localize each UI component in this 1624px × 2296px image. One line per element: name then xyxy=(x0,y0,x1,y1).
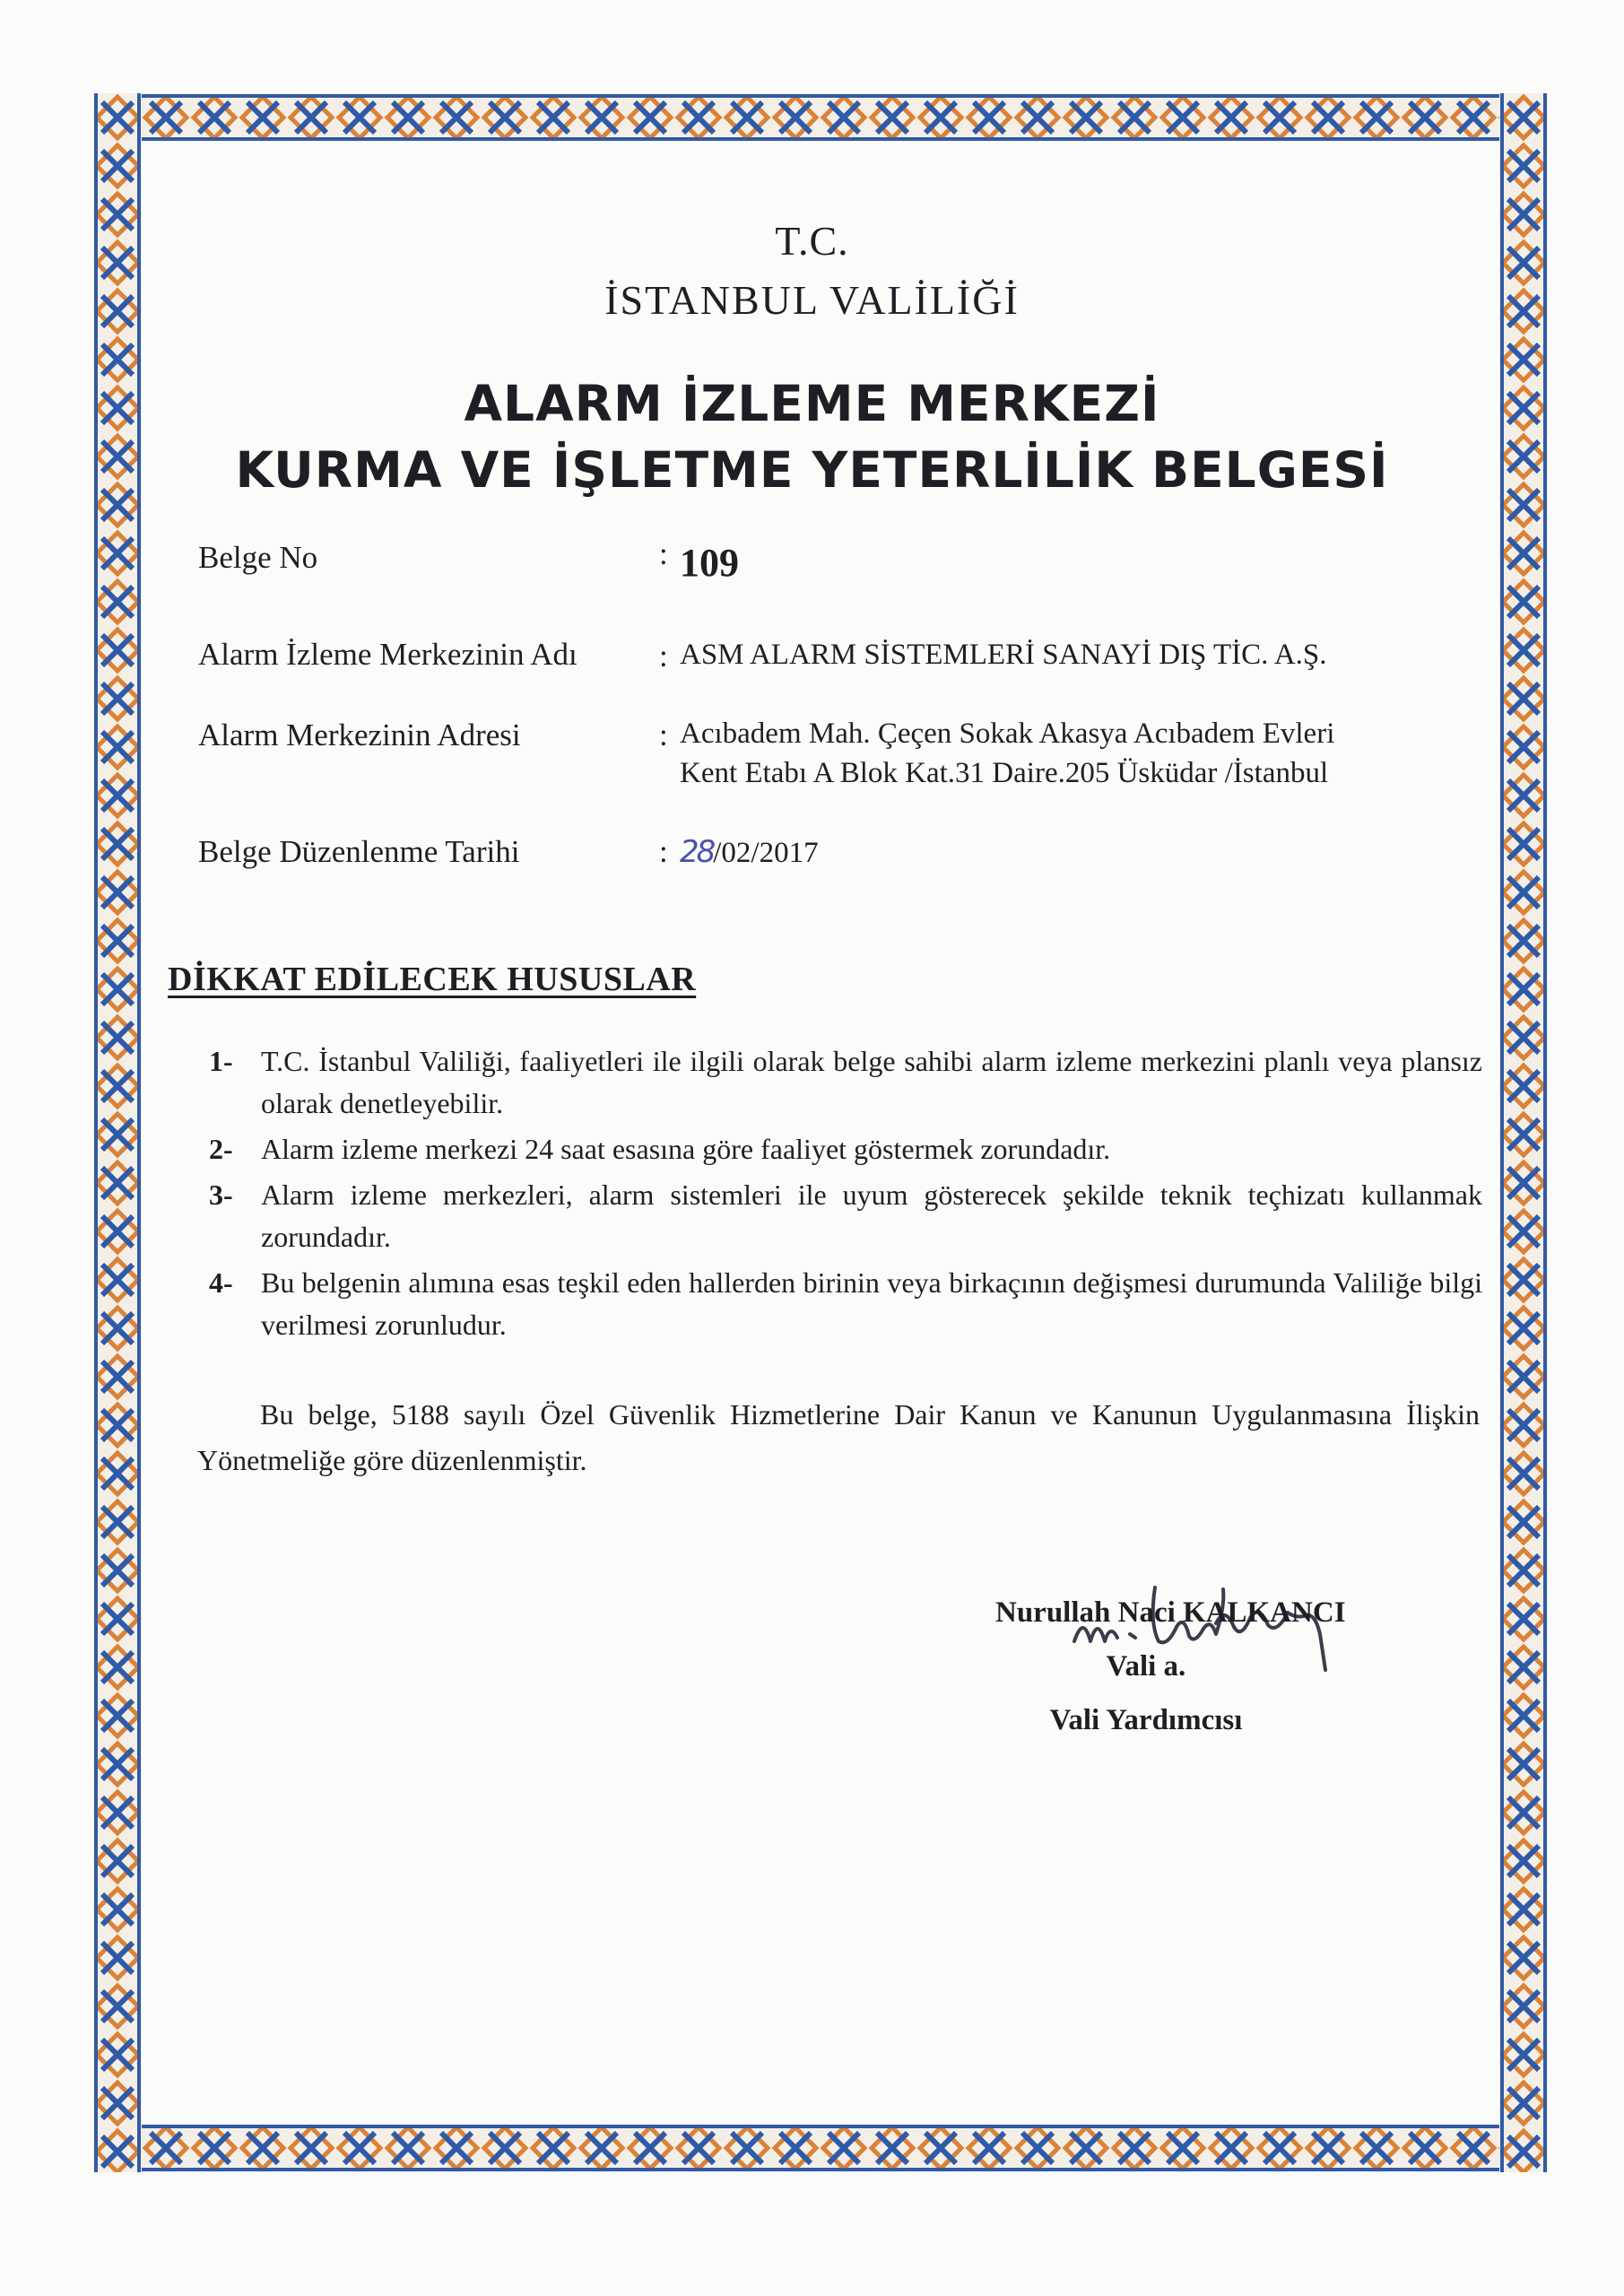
merkez-adi-value: ASM ALARM SİSTEMLERİ SANAYİ DIŞ TİC. A.Ş. xyxy=(680,639,1327,671)
list-item xyxy=(209,1040,1482,1125)
tarih-value-rest: /02/2017 xyxy=(713,837,819,869)
closing-paragraph: Bu belge, 5188 sayılı Özel Güvenlik Hizmetlerine Dair Kanun ve Kanunun Uygulanmasına İlişkin Yönetmeliğe göre düzenlenmiştir. xyxy=(197,1398,1480,1476)
ornamental-border-bottom xyxy=(93,2124,1548,2172)
tarih-value xyxy=(680,834,819,870)
list-item xyxy=(209,1174,1482,1258)
belge-no-label: Belge No xyxy=(198,540,318,575)
list-item xyxy=(209,1262,1482,1346)
list-item-text: Bu belgenin alımına esas teşkil eden hallerden birinin veya birkaçının değişmesi durumunda Valiliğe bilgi verilmesi zorunludur. xyxy=(261,1266,1482,1341)
document-title-line1: ALARM İZLEME MERKEZİ xyxy=(464,375,1160,432)
list-item-number: 4- xyxy=(209,1266,233,1299)
adres-label: Alarm Merkezinin Adresi xyxy=(198,718,521,752)
adres-value-line1: Acıbadem Mah. Çeçen Sokak Akasya Acıbadem Evleri xyxy=(680,718,1335,750)
merkez-adi-label: Alarm İzleme Merkezinin Adı xyxy=(198,637,578,672)
list-item-number: 3- xyxy=(209,1178,233,1211)
tarih-colon: : xyxy=(659,834,668,869)
tarih-day-handwritten: 28 xyxy=(680,834,714,870)
list-item-number: 1- xyxy=(209,1045,233,1077)
list-item-number: 2- xyxy=(209,1133,233,1165)
header-tc: T.C. xyxy=(775,218,849,264)
tarih-label: Belge Düzenlenme Tarihi xyxy=(198,834,520,869)
merkez-adi-colon: : xyxy=(659,639,668,674)
list-item-text: Alarm izleme merkezleri, alarm sistemleri ile uyum gösterecek şekilde teknik teçhizatı kullanmak zorundadır. xyxy=(261,1178,1482,1253)
adres-value-line2: Kent Etabı A Blok Kat.31 Daire.205 Üsküdar /İstanbul xyxy=(680,757,1329,789)
notes-list xyxy=(209,1040,1482,1350)
ornamental-border-top xyxy=(93,93,1548,142)
signatory-role: Vali Yardımcısı xyxy=(1049,1704,1243,1736)
list-item xyxy=(209,1128,1482,1170)
document-title-line2: KURMA VE İŞLETME YETERLİLİK BELGESİ xyxy=(235,441,1389,499)
signatory-name: Nurullah Naci KALKANCI xyxy=(995,1596,1346,1629)
list-item-text: T.C. İstanbul Valiliği, faaliyetleri ile ilgili olarak belge sahibi alarm izleme merkezini planlı veya plansız olarak denetleyebilir. xyxy=(261,1045,1482,1119)
belge-no-colon: : xyxy=(659,536,668,571)
adres-colon: : xyxy=(659,718,668,752)
belge-no-value: 109 xyxy=(680,541,739,585)
header-governorship: İSTANBUL VALİLİĞİ xyxy=(604,277,1020,323)
list-item-text: Alarm izleme merkezi 24 saat esasına göre faaliyet göstermek zorundadır. xyxy=(261,1133,1111,1165)
notes-heading: DİKKAT EDİLECEK HUSUSLAR xyxy=(168,961,697,998)
signatory-title: Vali a. xyxy=(1106,1650,1186,1683)
